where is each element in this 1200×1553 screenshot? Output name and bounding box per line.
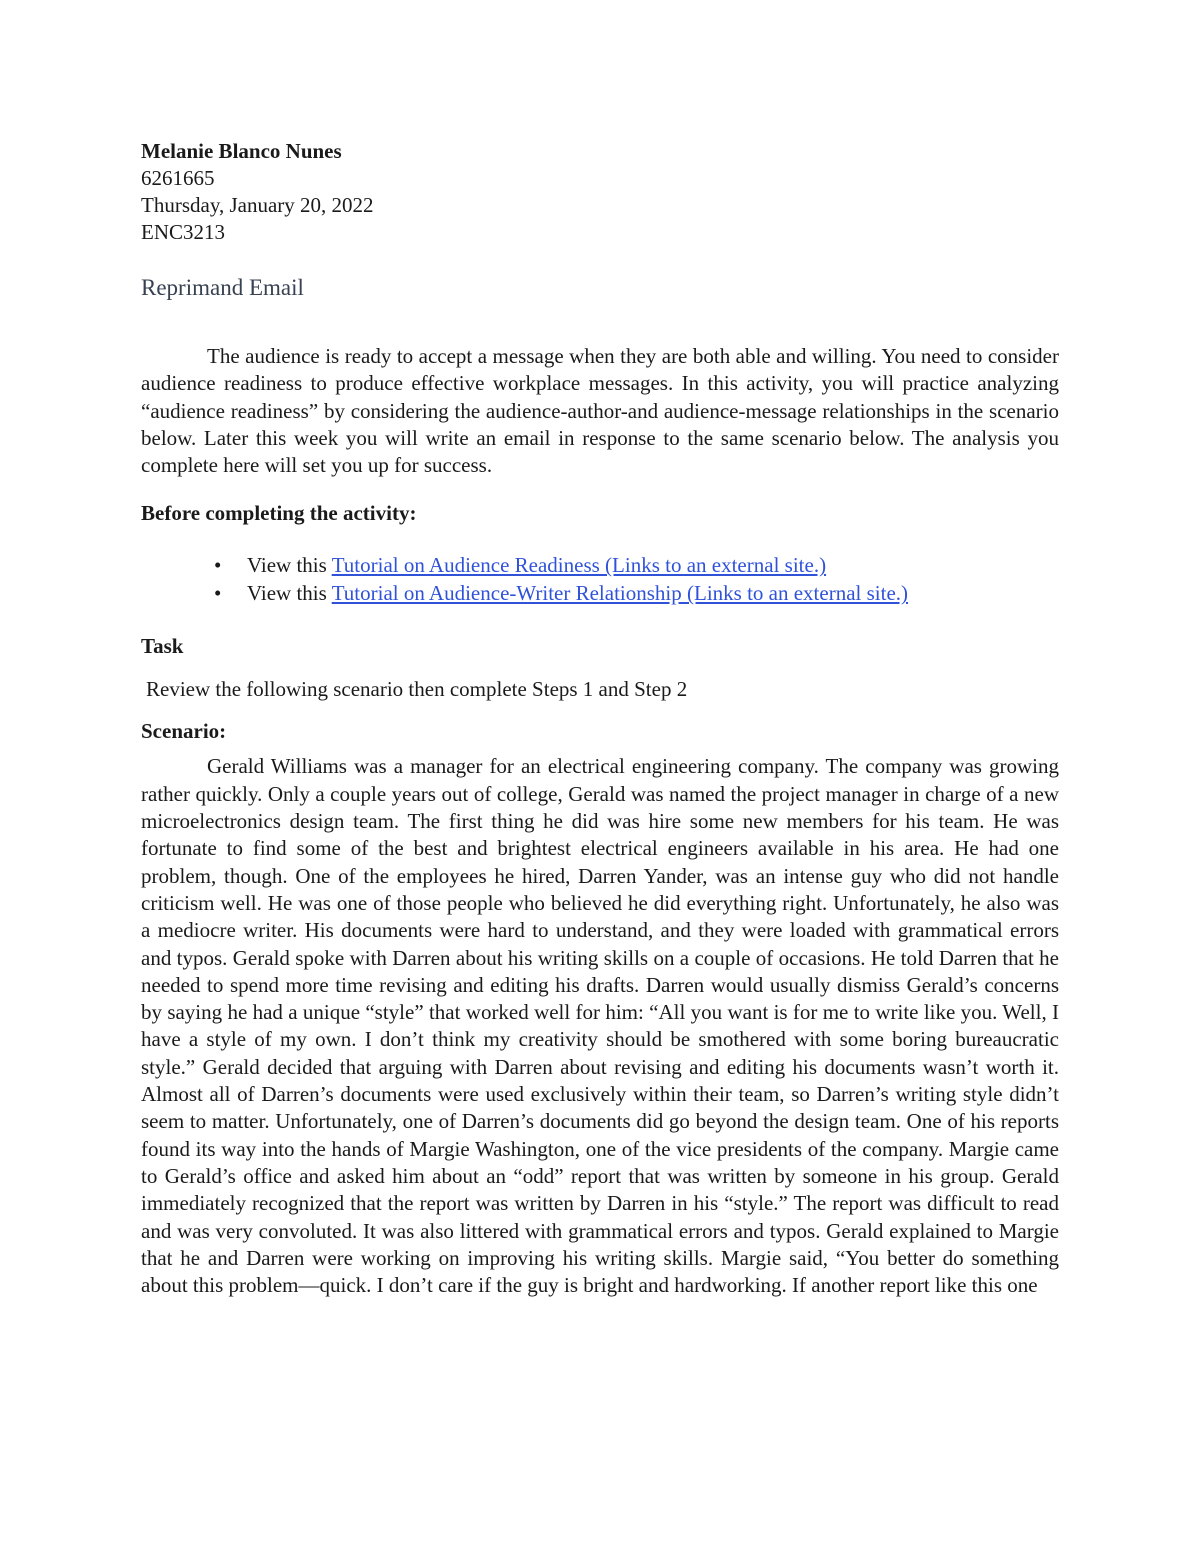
bullet-icon: •	[214, 553, 222, 578]
audience-writer-tutorial-link[interactable]: Tutorial on Audience-Writer Relationship (Links to an external site.)	[331, 581, 909, 606]
student-id: 6261665	[141, 166, 215, 190]
task-heading: Task	[141, 634, 184, 659]
bullet-icon: •	[214, 581, 222, 606]
course-code: ENC3213	[141, 220, 225, 244]
author-name: Melanie Blanco Nunes	[141, 139, 342, 163]
intro-paragraph: The audience is ready to accept a message when they are both able and willing. You need to consider audience readiness to produce effective workplace messages. In this activity, you will practice analyzing “audience readiness” by considering the audience-author-and audience-message relationships in the scenario below. Later this week you will write an email in response to the same scenario below. The analysis you complete here will set you up for success.	[141, 344, 1059, 478]
audience-readiness-tutorial-link[interactable]: Tutorial on Audience Readiness (Links to an external site.)	[331, 553, 827, 578]
document-date: Thursday, January 20, 2022	[141, 193, 374, 217]
bullet-prefix: View this	[247, 553, 332, 578]
before-completing-heading: Before completing the activity:	[141, 501, 417, 526]
scenario-heading: Scenario:	[141, 719, 227, 744]
tutorial-links-list	[141, 551, 1059, 607]
bullet-prefix: View this	[247, 581, 332, 606]
document-body	[141, 138, 1059, 1299]
author-header	[141, 138, 1059, 246]
list-item	[141, 579, 1059, 607]
document-title: Reprimand Email	[141, 275, 304, 300]
task-instructions: Review the following scenario then complete Steps 1 and Step 2	[146, 677, 688, 702]
scenario-paragraph: Gerald Williams was a manager for an electrical engineering company. The company was growing rather quickly. Only a couple years out of college, Gerald was named the project manager in charge of a new microelectronics design team. The first thing he did was hire some new members for his team. He was fortunate to find some of the best and brightest electrical engineers available in his area. He had one problem, though. One of the employees he hired, Darren Yander, was an intense guy who did not handle criticism well. He was one of those people who believed he did everything right. Unfortunately, he also was a mediocre writer. His documents were hard to understand, and they were loaded with grammatical errors and typos. Gerald spoke with Darren about his writing skills on a couple of occasions. He told Darren that he needed to spend more time revising and editing his drafts. Darren would usually dismiss Gerald’s concerns by saying he had a unique “style” that worked well for him: “All you want is for me to write like you. Well, I have a style of my own. I don’t think my creativity should be smothered with some boring bureaucratic style.” Gerald decided that arguing with Darren about revising and editing his documents wasn’t worth it. Almost all of Darren’s documents were used exclusively within their team, so Darren’s writing style didn’t seem to matter. Unfortunately, one of Darren’s documents did go beyond the design team. One of his reports found its way into the hands of Margie Washington, one of the vice presidents of the company. Margie came to Gerald’s office and asked him about an “odd” report that was written by someone in his group. Gerald immediately recognized that the report was written by Darren in his “style.” The report was difficult to read and was very convoluted. It was also littered with grammatical errors and typos. Gerald explained to Margie that he and Darren were working on improving his writing skills. Margie said, “You better do something about this problem—quick. I don’t care if the guy is bright and hardworking. If another report like this one	[141, 754, 1059, 1298]
list-item	[141, 551, 1059, 579]
